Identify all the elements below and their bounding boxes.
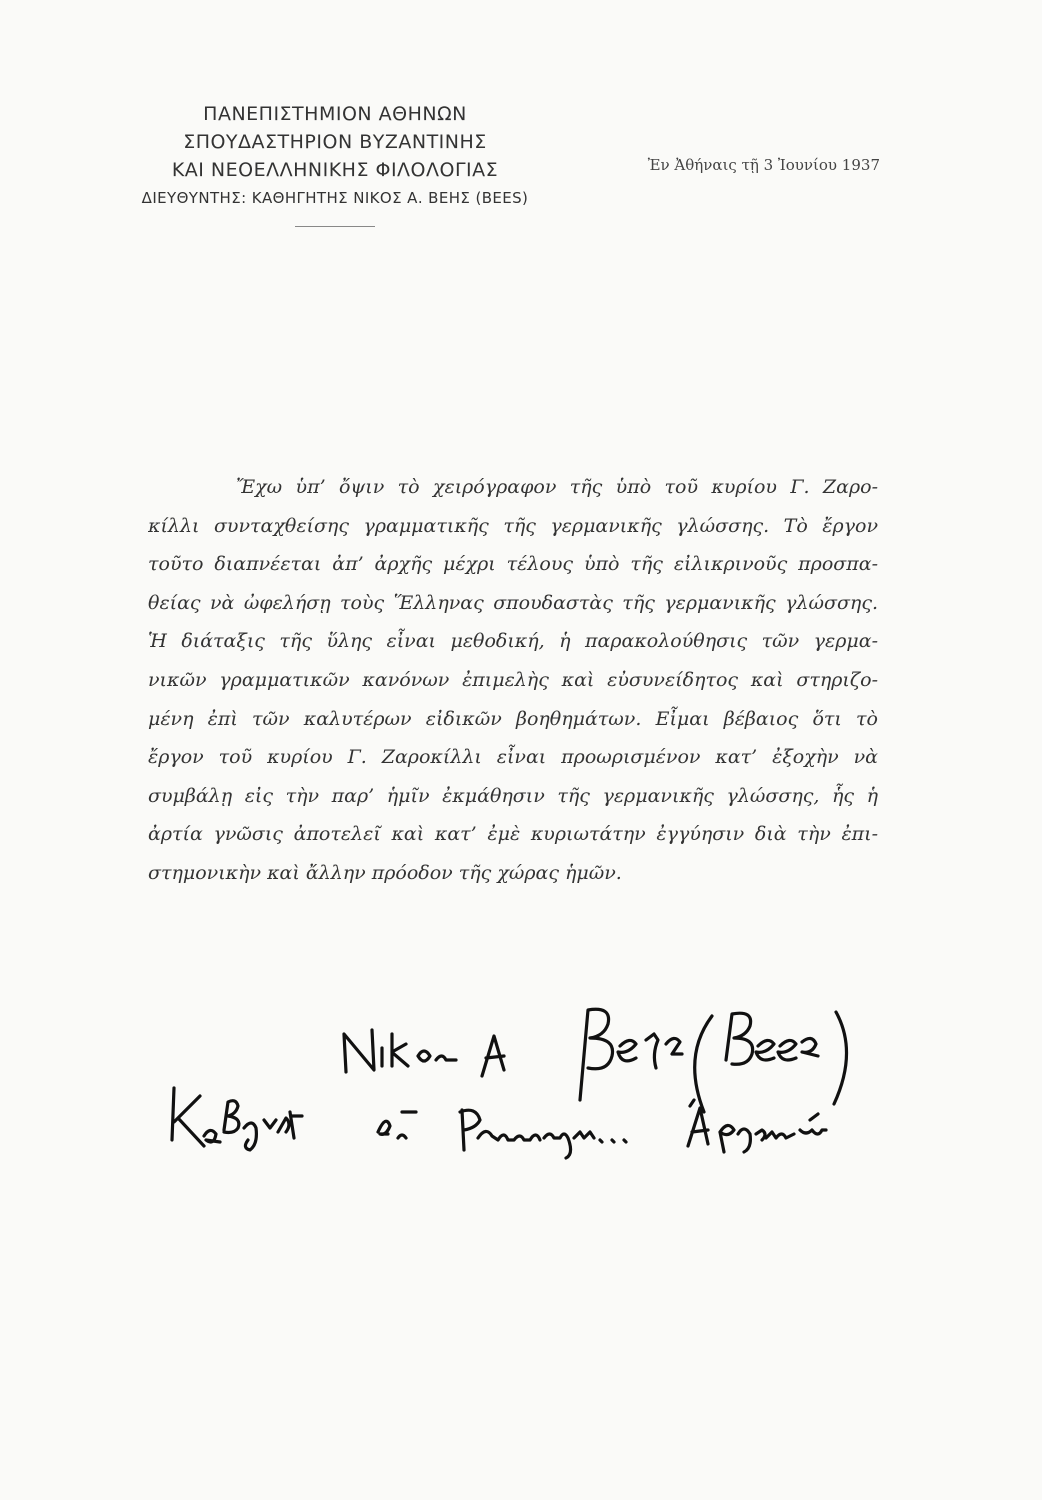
body-line: ἔργον τοῦ κυρίου Γ. Ζαροκίλλι εἶναι προωρισμένον κατ’ ἐξοχὴν νὰ (148, 746, 878, 769)
letterhead (100, 100, 570, 227)
letter-date: Ἐν Ἀθήναις τῇ 3 Ἰουνίου 1937 (647, 156, 880, 174)
body-line: Ἔχω ὑπ’ ὄψιν τὸ χειρόγραφον τῆς ὑπὸ τοῦ κυρίου Γ. Ζαρο- (236, 476, 878, 498)
handwritten-signature (160, 1000, 880, 1180)
body-line: συμβάλῃ εἰς τὴν παρ’ ἡμῖν ἐκμάθησιν τῆς γερμανικῆς γλώσσης, ἧς ἡ (148, 784, 878, 807)
body-line: ἀρτία γνῶσις ἀποτελεῖ καὶ κατ’ ἐμὲ κυριωτάτην ἐγγύησιν διὰ τὴν ἐπι- (148, 823, 878, 846)
university-name: ΠΑΝΕΠΙΣΤΗΜΙΟΝ ΑΘΗΝΩΝ (203, 103, 467, 125)
letter-body (148, 468, 878, 893)
body-line: κίλλι συνταχθείσης γραμματικῆς τῆς γερμανικῆς γλώσσης. Τὸ ἔργον (148, 514, 878, 537)
letterhead-divider (295, 226, 375, 227)
signature-drawing (160, 1000, 880, 1180)
body-line: νικῶν γραμματικῶν κανόνων ἐπιμελὴς καὶ εὐσυνείδητος καὶ στηριζο- (148, 668, 878, 691)
body-line: στημονικὴν καὶ ἄλλην πρόοδον τῆς χώρας ἡμῶν. (148, 861, 622, 884)
body-line: θείας νὰ ὠφελήσῃ τοὺς Ἕλληνας σπουδαστὰς τῆς γερμανικῆς γλώσσης. (148, 591, 878, 614)
seminar-name: ΣΠΟΥΔΑΣΤΗΡΙΟΝ ΒΥΖΑΝΤΙΝΗΣ (183, 131, 487, 153)
body-line: Ἡ διάταξις τῆς ὕλης εἶναι μεθοδική, ἡ παρακολούθησις τῶν γερμα- (148, 630, 878, 653)
director-line: ΔΙΕΥΘΥΝΤΗΣ: ΚΑΘΗΓΗΤΗΣ ΝΙΚΟΣ Α. ΒΕΗΣ (BEES) (141, 189, 529, 207)
body-line: τοῦτο διαπνέεται ἀπ’ ἀρχῆς μέχρι τέλους ὑπὸ τῆς εἰλικρινοῦς προσπα- (148, 553, 878, 576)
body-line: μένη ἐπὶ τῶν καλυτέρων εἰδικῶν βοηθημάτων. Εἶμαι βέβαιος ὅτι τὸ (148, 707, 878, 730)
seminar-subtitle: ΚΑΙ ΝΕΟΕΛΛΗΝΙΚΗΣ ΦΙΛΟΛΟΓΙΑΣ (171, 159, 499, 181)
